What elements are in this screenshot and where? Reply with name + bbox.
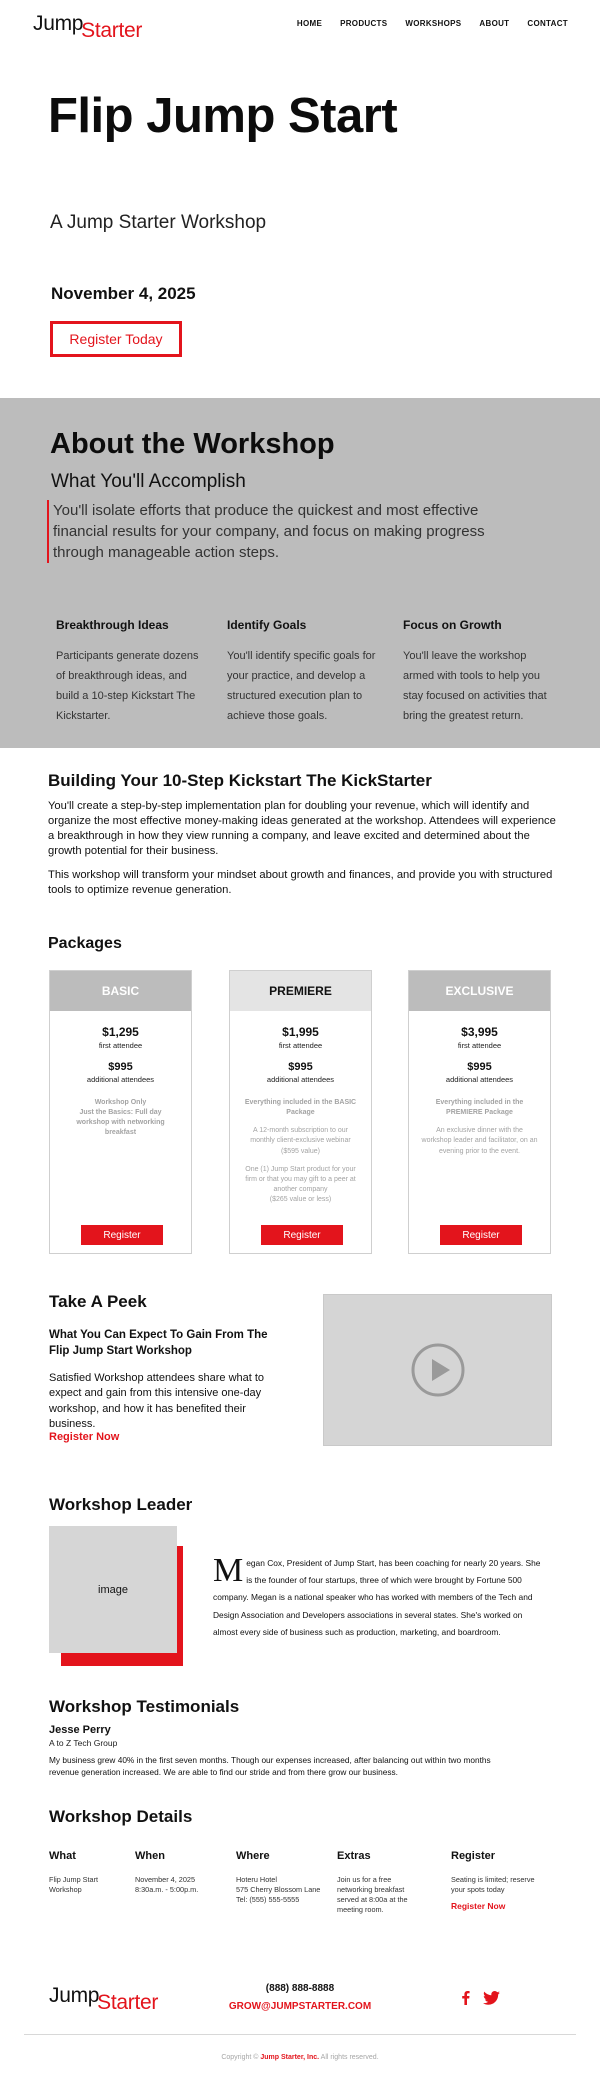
package-basic: [49, 970, 192, 1254]
leader-image-label: image: [98, 1583, 128, 1596]
package-premiere: [229, 970, 372, 1254]
logo-word-jump: Jump: [49, 1984, 100, 2007]
package-extra-value: ($265 value or less): [269, 1196, 332, 1204]
details-date: November 4, 2025: [135, 1875, 196, 1884]
details-label: Extras: [337, 1850, 371, 1862]
details-value: Flip Jump Start Workshop: [49, 1875, 99, 1894]
package-description: An exclusive dinner with the workshop leader and facilitator, on an evening prior to the event.: [421, 1127, 538, 1155]
leader-bio-dropcap: M: [213, 1552, 244, 1589]
details-where: [236, 1850, 331, 1905]
hero-title: Flip Jump Start: [48, 89, 398, 143]
feature-text: You'll identify specific goals for your practice, and develop a structured execution plan to achieve those goals.: [227, 650, 376, 722]
copyright-brand[interactable]: Jump Starter, Inc.: [260, 2054, 320, 2061]
peek-heading: Take A Peek: [49, 1292, 147, 1311]
package-includes: Everything included in the BASIC Package: [244, 1099, 357, 1117]
package-exclusive: [408, 970, 551, 1254]
details-register-link[interactable]: Register Now: [451, 1900, 506, 1911]
feature-heading: Focus on Growth: [403, 618, 502, 632]
details-venue: Hoteru Hotel: [236, 1875, 277, 1884]
package-price-additional: $995: [108, 1061, 133, 1073]
twitter-icon[interactable]: [483, 1991, 500, 2010]
details-address: 575 Cherry Blossom Lane: [236, 1884, 321, 1894]
package-price-note: first attendee: [98, 1041, 143, 1050]
package-price-note: first attendee: [457, 1041, 502, 1050]
details-value: Seating is limited; reserve your spots today: [451, 1875, 535, 1894]
details-value: [135, 1875, 215, 1895]
package-name: BASIC: [50, 971, 191, 1011]
package-price-additional-note: additional attendees: [266, 1075, 335, 1084]
details-extras: [337, 1850, 409, 1914]
header-logo[interactable]: [33, 12, 143, 42]
package-name: EXCLUSIVE: [409, 971, 550, 1011]
details-time: 8:30a.m. - 5:00p.m.: [135, 1884, 199, 1894]
feature-breakthrough: [56, 618, 206, 726]
feature-goals: [227, 618, 383, 726]
package-extra: One (1) Jump Start product for your firm or that you may gift to a peer at another company: [245, 1165, 356, 1193]
package-description: Just the Basics: Full day workshop with networking breakfast: [76, 1109, 165, 1137]
footer-email[interactable]: GROW@JUMPSTARTER.COM: [228, 2001, 372, 2012]
logo-word-starter: Starter: [81, 19, 143, 42]
package-description: A 12-month subscription to our monthly client-exclusive webinar ($595 value): [250, 1127, 351, 1155]
nav-home[interactable]: HOME: [296, 19, 323, 28]
details-heading: Workshop Details: [49, 1807, 193, 1826]
logo-word-jump: Jump: [33, 12, 84, 35]
package-price: $3,995: [461, 1025, 498, 1039]
register-premiere-button[interactable]: Register: [261, 1225, 343, 1245]
leader-bio: [213, 1552, 543, 1641]
play-icon[interactable]: [410, 1342, 466, 1398]
details-what: [49, 1850, 119, 1895]
testimonial-author: Jesse Perry: [49, 1724, 111, 1736]
about-title: About the Workshop: [50, 428, 335, 460]
testimonial-quote: My business grew 40% in the first seven months. Though our expenses increased, after balancing out within two months revenue generation increased. We are able to find our stride and from there grow our business.: [49, 1755, 491, 1778]
nav-about[interactable]: ABOUT: [479, 19, 510, 28]
kickstart-heading: Building Your 10-Step Kickstart The KickStarter: [48, 771, 432, 790]
feature-text: Participants generate dozens of breakthrough ideas, and build a 10-step Kickstart The Kickstarter.: [56, 650, 199, 722]
about-subtitle: What You'll Accomplish: [51, 471, 246, 492]
package-includes: Everything included in the PREMIERE Package: [435, 1099, 524, 1117]
feature-heading: Breakthrough Ideas: [56, 618, 169, 632]
details-label: What: [49, 1850, 76, 1862]
package-name: PREMIERE: [230, 971, 371, 1011]
testimonial-company: A to Z Tech Group: [49, 1738, 118, 1748]
package-price: $1,995: [282, 1025, 319, 1039]
package-price-additional: $995: [288, 1061, 313, 1073]
nav-products[interactable]: PRODUCTS: [340, 19, 388, 28]
register-basic-button[interactable]: Register: [81, 1225, 163, 1245]
footer-phone[interactable]: (888) 888-8888: [265, 1983, 335, 1994]
about-quote: You'll isolate efforts that produce the quickest and most effective financial results for your company, and focus on making progress through manageable action steps.: [47, 500, 487, 563]
leader-image: [49, 1526, 177, 1653]
leader-bio-text: egan Cox, President of Jump Start, has been coaching for nearly 20 years. She is the founder of four startups, three of which were brought by Fortune 500 company. Megan is a national speaker who has worked with members of the Tech and Design Association and Developers associations in several states. She's worked on almost every side of business such as production, marketing, and boardroom.: [213, 1558, 541, 1637]
main-nav: [297, 19, 568, 28]
package-price-additional-note: additional attendees: [445, 1075, 514, 1084]
details-label: When: [135, 1850, 165, 1862]
package-price: $1,295: [102, 1025, 139, 1039]
details-when: [135, 1850, 215, 1895]
testimonials-heading: Workshop Testimonials: [49, 1697, 240, 1716]
nav-contact[interactable]: CONTACT: [527, 19, 568, 28]
hero-subtitle: A Jump Starter Workshop: [50, 212, 267, 233]
details-label: Register: [451, 1850, 496, 1862]
facebook-icon[interactable]: [461, 1990, 470, 2010]
feature-text: You'll leave the workshop armed with tools to help you stay focused on activities that bring the greatest return.: [403, 650, 547, 722]
package-includes: Workshop Only: [94, 1099, 147, 1106]
footer-copyright: [0, 2054, 600, 2061]
details-register: [451, 1850, 546, 1911]
details-label: Where: [236, 1850, 270, 1862]
details-value: Join us for a free networking breakfast served at 8:00a at the meeting room.: [337, 1875, 408, 1914]
hero-date: November 4, 2025: [51, 284, 196, 303]
leader-heading: Workshop Leader: [49, 1495, 193, 1514]
register-now-link[interactable]: Register Now: [49, 1431, 120, 1443]
feature-heading: Identify Goals: [227, 618, 307, 632]
logo-word-starter: Starter: [97, 1991, 159, 2014]
kickstart-paragraph-2: This workshop will transform your mindset about growth and finances, and provide you with structured tools to optimize revenue generation.: [48, 869, 553, 896]
details-phone: Tel: (555) 555-5555: [236, 1894, 300, 1904]
copyright-prefix: Copyright ©: [221, 2054, 259, 2061]
package-price-additional-note: additional attendees: [86, 1075, 155, 1084]
nav-workshops[interactable]: WORKSHOPS: [405, 19, 462, 28]
peek-question: What You Can Expect To Gain From The Flip Jump Start Workshop: [49, 1329, 268, 1357]
footer-divider: [24, 2034, 576, 2035]
package-price-note: first attendee: [278, 1041, 323, 1050]
video-player[interactable]: [323, 1294, 552, 1446]
peek-text: Satisfied Workshop attendees share what to expect and gain from this intensive one-day workshop, and how it has benefited their business.: [49, 1372, 265, 1431]
feature-growth: [403, 618, 555, 726]
package-price-additional: $995: [467, 1061, 492, 1073]
copyright-suffix: All rights reserved.: [320, 2054, 379, 2061]
register-exclusive-button[interactable]: Register: [440, 1225, 522, 1245]
details-value: [236, 1875, 331, 1905]
kickstart-paragraph-1: You'll create a step-by-step implementation plan for doubling your revenue, which will identify and organize the most effective money-making ideas generated at the workshop. Attendees will experience a breakthrough in how they view running a company, and leave excited and determined about the growth potential for their business.: [48, 800, 556, 857]
register-today-button[interactable]: Register Today: [50, 321, 182, 357]
packages-heading: Packages: [48, 935, 122, 952]
